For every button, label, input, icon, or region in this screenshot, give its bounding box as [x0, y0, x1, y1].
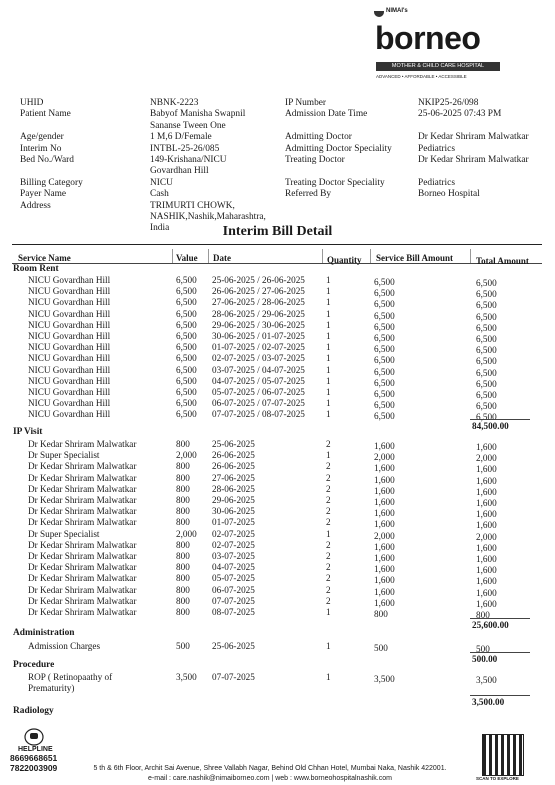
row-service-bill-amount: 6,500: [374, 400, 395, 411]
row-value: 6,500: [176, 308, 197, 319]
row-quantity: 1: [326, 342, 331, 353]
row-total-amount: 6,500: [476, 390, 497, 400]
admission-labels: [285, 98, 392, 201]
row-quantity: 2: [326, 539, 331, 550]
row-service-name: Dr Kedar Shriram Malwatkar: [28, 595, 137, 606]
row-quantity: 2: [326, 551, 331, 561]
row-quantity: 1: [326, 319, 331, 330]
info-line: Cash: [150, 189, 169, 200]
row-service-bill-amount: 500: [374, 643, 388, 653]
info-line: Pediatrics: [418, 143, 455, 154]
qr-code-icon: [482, 734, 524, 776]
row-value: 6,500: [176, 375, 197, 386]
logo-strip: MOTHER & CHILD CARE HOSPITAL: [376, 62, 500, 71]
col-divider: [370, 249, 371, 263]
row-date: 27-06-2025 / 28-06-2025: [212, 297, 305, 308]
info-line: [285, 166, 392, 177]
row-service-bill-amount: 1,600: [374, 553, 395, 563]
subtotal-rule: [470, 652, 530, 653]
row-service-bill-amount: 1,600: [374, 441, 395, 451]
row-quantity: 2: [326, 472, 331, 483]
row-value: 6,500: [176, 342, 197, 353]
row-value: 500: [176, 641, 190, 651]
row-service-bill-amount: 1,600: [374, 463, 395, 474]
info-line: Age/gender: [20, 132, 64, 143]
info-line: Admitting Doctor Speciality: [285, 143, 392, 154]
section-label-room_rent: Room Rent: [13, 264, 59, 274]
row-date: 08-07-2025: [212, 607, 255, 617]
row-date: 03-07-2025 / 04-07-2025: [212, 364, 305, 375]
row-value: 800: [176, 461, 190, 472]
row-service-name: NICU Govardhan Hill: [28, 409, 111, 420]
table-top-rule: [12, 244, 542, 245]
row-total-amount: 6,500: [476, 322, 497, 333]
subtotal-rule: [470, 618, 530, 619]
row-total-amount: 6,500: [476, 412, 497, 423]
row-date: 25-06-2025: [212, 439, 255, 449]
row-value: 6,500: [176, 297, 197, 308]
row-quantity: 2: [326, 584, 331, 595]
row-value: 6,500: [176, 409, 197, 420]
row-total-amount: 1,600: [476, 520, 497, 531]
row-value: 800: [176, 439, 190, 449]
info-line: Interim No: [20, 143, 62, 154]
row-service-bill-amount: 3,500: [374, 674, 395, 684]
row-date: 29-06-2025: [212, 495, 255, 505]
row-service-name: Dr Kedar Shriram Malwatkar: [28, 517, 137, 528]
row-service-name: Dr Kedar Shriram Malwatkar: [28, 607, 137, 617]
row-service-bill-amount: 6,500: [374, 310, 395, 321]
row-quantity: 2: [326, 495, 331, 505]
row-service-bill-amount: 2,000: [374, 530, 395, 541]
row-service-name: Dr Kedar Shriram Malwatkar: [28, 472, 137, 483]
row-value: 800: [176, 595, 190, 606]
row-quantity: 1: [326, 672, 331, 682]
row-service-name: Dr Kedar Shriram Malwatkar: [28, 539, 137, 550]
row-service-name: NICU Govardhan Hill: [28, 387, 111, 397]
row-total-amount: 1,600: [476, 565, 497, 576]
qr-label: SCAN TO EXPLORE: [476, 776, 519, 781]
row-date: 02-07-2025: [212, 539, 255, 550]
section-subtotal-procedure: 3,500.00: [472, 697, 505, 707]
row-value: 2,000: [176, 528, 197, 539]
row-date: 26-06-2025 / 27-06-2025: [212, 286, 305, 297]
section-subtotal-room_rent: 84,500.00: [472, 421, 509, 431]
section-label-administration: Administration: [13, 628, 75, 638]
row-service-bill-amount: 6,500: [374, 299, 395, 310]
row-date: 29-06-2025 / 30-06-2025: [212, 319, 305, 330]
row-value: 6,500: [176, 319, 197, 330]
info-line: [20, 166, 83, 177]
logo-mark-icon: [374, 11, 384, 17]
row-date: 25-06-2025 / 26-06-2025: [212, 275, 305, 285]
row-total-amount: 800: [476, 610, 490, 620]
info-line: Babyof Manisha Swapnil: [150, 109, 246, 120]
row-quantity: 2: [326, 483, 331, 494]
row-quantity: 1: [326, 375, 331, 386]
row-total-amount: 3,500: [476, 675, 497, 685]
row-service-bill-amount: 1,600: [374, 474, 395, 485]
helpline-block: [4, 728, 64, 773]
row-quantity: 1: [326, 286, 331, 297]
patient-values: [150, 98, 266, 235]
col-divider: [172, 249, 173, 263]
row-service-name: Dr Kedar Shriram Malwatkar: [28, 551, 137, 561]
row-value: 6,500: [176, 286, 197, 297]
row-service-bill-amount: 2,000: [374, 452, 395, 463]
row-quantity: 2: [326, 461, 331, 472]
info-line: India: [150, 223, 170, 234]
row-total-amount: 6,500: [476, 345, 497, 356]
row-date: 28-06-2025 / 29-06-2025: [212, 308, 305, 319]
row-service-name: Dr Kedar Shriram Malwatkar: [28, 495, 137, 505]
row-service-name: NICU Govardhan Hill: [28, 286, 111, 297]
row-quantity: 2: [326, 439, 331, 449]
header-value: Value: [176, 253, 198, 263]
header-total: Total Amount: [476, 256, 529, 266]
row-service-name: Dr Kedar Shriram Malwatkar: [28, 573, 137, 584]
phone-icon: [24, 728, 44, 746]
row-total-amount: 1,600: [476, 486, 497, 497]
info-line: TRIMURTI CHOWK,: [150, 200, 235, 211]
row-value: 800: [176, 483, 190, 494]
row-date: 25-06-2025: [212, 641, 255, 651]
row-service-bill-amount: 6,500: [374, 366, 395, 377]
info-line: Admission Date Time: [285, 109, 368, 120]
info-line: Dr Kedar Shriram Malwatkar: [418, 155, 529, 166]
footer-contact: e-mail : care.nashik@nimaiborneo.com | web : www.borneohospitalnashik.com: [148, 775, 392, 782]
row-service-name: Dr Kedar Shriram Malwatkar: [28, 562, 137, 573]
row-service-bill-amount: 1,600: [374, 575, 395, 586]
row-total-amount: 6,500: [476, 300, 497, 311]
row-value: 6,500: [176, 364, 197, 375]
row-quantity: 1: [326, 528, 331, 539]
header-date: Date: [213, 253, 231, 263]
row-value: 800: [176, 584, 190, 595]
info-line: 1 M,6 D/Female: [150, 132, 212, 143]
row-total-amount: 1,600: [476, 475, 497, 486]
row-total-amount: 2,000: [476, 453, 497, 464]
row-service-name: NICU Govardhan Hill: [28, 364, 111, 375]
table-header-rule: [12, 263, 542, 264]
info-line: 25-06-2025 07:43 PM: [418, 109, 502, 120]
header-service: Service Name: [18, 253, 71, 263]
info-line: [418, 166, 529, 177]
subtotal-rule: [470, 695, 530, 696]
row-total-amount: 1,600: [476, 554, 497, 564]
row-total-amount: 2,000: [476, 531, 497, 542]
row-total-amount: 1,600: [476, 442, 497, 452]
header-service-bill: Service Bill Amount: [376, 253, 453, 263]
row-service-bill-amount: 6,500: [374, 344, 395, 355]
row-service-name: Dr Super Specialist: [28, 528, 100, 539]
row-value: 800: [176, 472, 190, 483]
row-total-amount: 6,500: [476, 289, 497, 300]
row-value: 800: [176, 539, 190, 550]
section-label-radiology: Radiology: [13, 706, 54, 716]
row-quantity: 2: [326, 595, 331, 606]
row-quantity: 2: [326, 506, 331, 517]
row-date: 28-06-2025: [212, 483, 255, 494]
info-line: Payer Name: [20, 189, 67, 200]
row-total-amount: 1,600: [476, 598, 497, 609]
row-date: 30-06-2025 / 01-07-2025: [212, 331, 305, 341]
info-line: 149-Krishana/NICU: [150, 155, 227, 166]
row-value: 6,500: [176, 387, 197, 397]
row-service-bill-amount: 6,500: [374, 277, 395, 287]
row-total-amount: 1,600: [476, 576, 497, 587]
row-service-bill-amount: 6,500: [374, 333, 395, 343]
section-label-ip_visit: IP Visit: [13, 427, 43, 437]
row-value: 6,500: [176, 353, 197, 364]
row-date: 26-06-2025: [212, 461, 255, 472]
patient-labels: [20, 98, 83, 212]
info-line: Treating Doctor: [285, 155, 345, 166]
row-service-bill-amount: 1,600: [374, 586, 395, 597]
helpline-phone-1: 8669668651: [10, 753, 58, 763]
row-date: 07-07-2025: [212, 672, 255, 682]
row-quantity: 1: [326, 364, 331, 375]
section-subtotal-ip_visit: 25,600.00: [472, 620, 509, 630]
row-quantity: 1: [326, 275, 331, 285]
footer-address: 5 th & 6th Floor, Archit Sai Avenue, Shree Vallabh Nagar, Behind Old Chhan Hotel, Mumbai Naka, Nashik 422001.: [93, 765, 447, 772]
row-service-name: Admission Charges: [28, 641, 101, 651]
row-value: 800: [176, 517, 190, 528]
row-date: 03-07-2025: [212, 551, 255, 561]
hospital-logo: [372, 6, 522, 88]
row-total-amount: 6,500: [476, 311, 497, 322]
info-line: INTBL-25-26/085: [150, 143, 220, 154]
info-line: UHID: [20, 98, 44, 108]
info-line: Dr Kedar Shriram Malwatkar: [418, 132, 529, 143]
row-service-name: Dr Kedar Shriram Malwatkar: [28, 506, 137, 517]
page-title: Interim Bill Detail: [222, 224, 333, 239]
info-line: Billing Category: [20, 177, 83, 188]
row-service-name: NICU Govardhan Hill: [28, 331, 111, 341]
helpline-phone-2: 7822003909: [10, 763, 58, 773]
info-line: [20, 121, 83, 132]
row-date: 27-06-2025: [212, 472, 255, 483]
row-service-bill-amount: 1,600: [374, 519, 395, 530]
row-service-name: NICU Govardhan Hill: [28, 275, 111, 285]
row-service-name: NICU Govardhan Hill: [28, 297, 111, 308]
col-divider: [322, 249, 323, 263]
row-date: 01-07-2025 / 02-07-2025: [212, 342, 305, 353]
info-line: Pediatrics: [418, 177, 455, 188]
row-service-bill-amount: 6,500: [374, 355, 395, 366]
row-date: 02-07-2025: [212, 528, 255, 539]
row-service-bill-amount: 6,500: [374, 389, 395, 399]
row-quantity: 1: [326, 308, 331, 319]
row-service-name: NICU Govardhan Hill: [28, 375, 111, 386]
row-value: 800: [176, 607, 190, 617]
row-total-amount: 1,600: [476, 509, 497, 520]
row-service-name: Dr Kedar Shriram Malwatkar: [28, 584, 137, 595]
row-service-bill-amount: 1,600: [374, 541, 395, 552]
row-date: 07-07-2025: [212, 595, 255, 606]
row-service-name: NICU Govardhan Hill: [28, 398, 111, 409]
row-date: 30-06-2025: [212, 506, 255, 517]
info-line: Bed No./Ward: [20, 155, 74, 166]
row-total-amount: 6,500: [476, 334, 497, 344]
row-total-amount: 6,500: [476, 356, 497, 367]
info-line: NASHIK,Nashik,Maharashtra,: [150, 212, 266, 223]
row-date: 06-07-2025: [212, 584, 255, 595]
row-value: 800: [176, 506, 190, 517]
row-quantity: 2: [326, 573, 331, 584]
row-service-name: Dr Kedar Shriram Malwatkar: [28, 483, 137, 494]
logo-tagline: ADVANCED • AFFORDABLE • ACCESSIBLE: [376, 74, 467, 79]
logo-top-text: NIMAI's: [386, 8, 408, 14]
row-total-amount: 6,500: [476, 278, 497, 288]
row-value: 3,500: [176, 672, 197, 682]
info-line: IP Number: [285, 98, 327, 108]
section-label-procedure: Procedure: [13, 660, 55, 670]
row-service-bill-amount: 1,600: [374, 564, 395, 575]
admission-values: [418, 98, 529, 201]
section-subtotal-administration: 500.00: [472, 654, 498, 664]
row-date: 05-07-2025 / 06-07-2025: [212, 387, 305, 397]
row-service-name: NICU Govardhan Hill: [28, 319, 111, 330]
row-service-name: ROP ( Retinopaathy of: [28, 672, 113, 682]
row-date: 04-07-2025: [212, 562, 255, 573]
row-service-name: Dr Kedar Shriram Malwatkar: [28, 439, 137, 449]
row-service-name: NICU Govardhan Hill: [28, 353, 111, 364]
row-date: 02-07-2025 / 03-07-2025: [212, 353, 305, 364]
row-value: 800: [176, 551, 190, 561]
row-total-amount: 1,600: [476, 542, 497, 553]
row-value: 6,500: [176, 331, 197, 341]
info-line: NKIP25-26/098: [418, 98, 479, 108]
row-total-amount: 500: [476, 644, 490, 654]
row-service-name: Dr Super Specialist: [28, 450, 100, 461]
row-service-bill-amount: 1,600: [374, 497, 395, 507]
row-total-amount: 6,500: [476, 378, 497, 389]
info-line: Patient Name: [20, 109, 71, 120]
row-service-name: Dr Kedar Shriram Malwatkar: [28, 461, 137, 472]
helpline-label: HELPLINE: [18, 746, 53, 753]
row-quantity: 1: [326, 607, 331, 617]
row-service-bill-amount: 6,500: [374, 411, 395, 422]
row-value: 2,000: [176, 450, 197, 461]
row-total-amount: 6,500: [476, 401, 497, 412]
row-quantity: 2: [326, 517, 331, 528]
row-quantity: 1: [326, 353, 331, 364]
row-total-amount: 1,600: [476, 498, 497, 508]
row-service-bill-amount: 1,600: [374, 508, 395, 519]
row-service-name-cont: Prematurity): [28, 683, 75, 693]
row-service-bill-amount: 800: [374, 609, 388, 619]
info-line: Govardhan Hill: [150, 166, 209, 177]
row-value: 800: [176, 495, 190, 505]
row-service-bill-amount: 1,600: [374, 597, 395, 608]
row-quantity: 1: [326, 398, 331, 409]
row-value: 6,500: [176, 275, 197, 285]
row-quantity: 1: [326, 409, 331, 420]
info-line: [418, 121, 529, 132]
info-line: Referred By: [285, 189, 332, 200]
row-date: 06-07-2025 / 07-07-2025: [212, 398, 305, 409]
row-quantity: 1: [326, 450, 331, 461]
row-service-name: NICU Govardhan Hill: [28, 308, 111, 319]
row-total-amount: 6,500: [476, 367, 497, 378]
info-line: Borneo Hospital: [418, 189, 480, 200]
col-divider: [208, 249, 209, 263]
info-line: Admitting Doctor: [285, 132, 352, 143]
row-service-bill-amount: 1,600: [374, 485, 395, 496]
row-total-amount: 1,600: [476, 587, 497, 598]
row-date: 01-07-2025: [212, 517, 255, 528]
info-line: NBNK-2223: [150, 98, 199, 108]
row-value: 6,500: [176, 398, 197, 409]
row-quantity: 1: [326, 331, 331, 341]
info-line: Treating Doctor Speciality: [285, 177, 385, 188]
row-quantity: 1: [326, 387, 331, 397]
row-service-bill-amount: 6,500: [374, 377, 395, 388]
row-value: 800: [176, 562, 190, 573]
footer-address-block: [80, 764, 460, 784]
info-line: Address: [20, 200, 51, 211]
info-line: NICU: [150, 177, 173, 188]
info-line: [285, 121, 392, 132]
row-date: 04-07-2025 / 05-07-2025: [212, 375, 305, 386]
row-date: 05-07-2025: [212, 573, 255, 584]
row-service-name: NICU Govardhan Hill: [28, 342, 111, 353]
row-service-bill-amount: 6,500: [374, 288, 395, 299]
logo-brand: borneo: [375, 20, 481, 56]
subtotal-rule: [470, 419, 530, 420]
row-date: 07-07-2025 / 08-07-2025: [212, 409, 305, 420]
row-value: 800: [176, 573, 190, 584]
header-quantity: Quantity: [327, 255, 362, 265]
row-date: 26-06-2025: [212, 450, 255, 461]
row-quantity: 1: [326, 641, 331, 651]
row-quantity: 1: [326, 297, 331, 308]
row-service-bill-amount: 6,500: [374, 321, 395, 332]
row-total-amount: 1,600: [476, 464, 497, 475]
row-quantity: 2: [326, 562, 331, 573]
info-line: Sananse Tween One: [150, 120, 226, 131]
col-divider: [470, 249, 471, 263]
